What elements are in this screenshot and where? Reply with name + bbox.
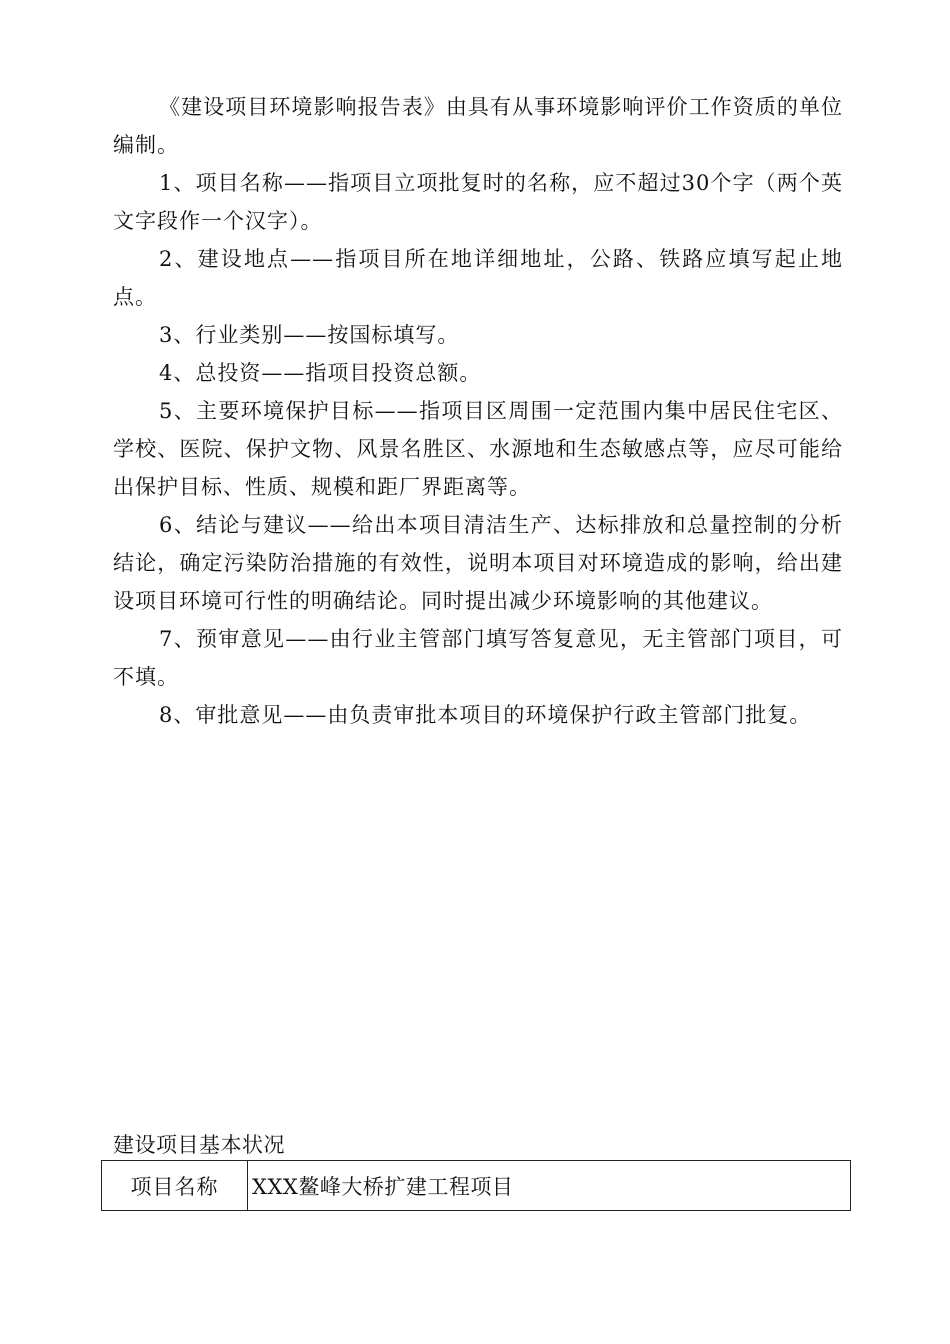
basic-info-title: 建设项目基本状况 [113, 1133, 285, 1157]
item-project-name-note: 1、项目名称——指项目立项批复时的名称，应不超过30个字（两个英文字段作一个汉字）。 [113, 171, 843, 233]
item-protection-target-note: 5、主要环境保护目标——指项目区周围一定范围内集中居民住宅区、学校、医院、保护文物、风景名胜区、水源地和生态敏感点等，应尽可能给出保护目标、性质、规模和距厂界距离等。 [113, 399, 843, 499]
item-conclusion-note: 6、结论与建议——给出本项目清洁生产、达标排放和总量控制的分析结论，确定污染防治措施的有效性，说明本项目对环境造成的影响，给出建设项目环境可行性的明确结论。同时提出减少环境影响的其他建议。 [113, 513, 843, 613]
item-pre-review-note: 7、预审意见——由行业主管部门填写答复意见，无主管部门项目，可不填。 [113, 627, 843, 689]
instructions-text [113, 88, 843, 734]
project-name-label: 项目名称 [102, 1161, 248, 1211]
item-industry-note: 3、行业类别——按国标填写。 [159, 323, 460, 347]
basic-info-table [101, 1160, 851, 1211]
item-location-note: 2、建设地点——指项目所在地详细地址，公路、铁路应填写起止地点。 [113, 247, 843, 309]
intro-paragraph: 《建设项目环境影响报告表》由具有从事环境影响评价工作资质的单位编制。 [113, 95, 843, 157]
table-row [102, 1161, 851, 1211]
project-name-value: XXX鳌峰大桥扩建工程项目 [248, 1161, 851, 1211]
item-investment-note: 4、总投资——指项目投资总额。 [159, 361, 482, 385]
item-approval-note: 8、审批意见——由负责审批本项目的环境保护行政主管部门批复。 [159, 703, 812, 727]
